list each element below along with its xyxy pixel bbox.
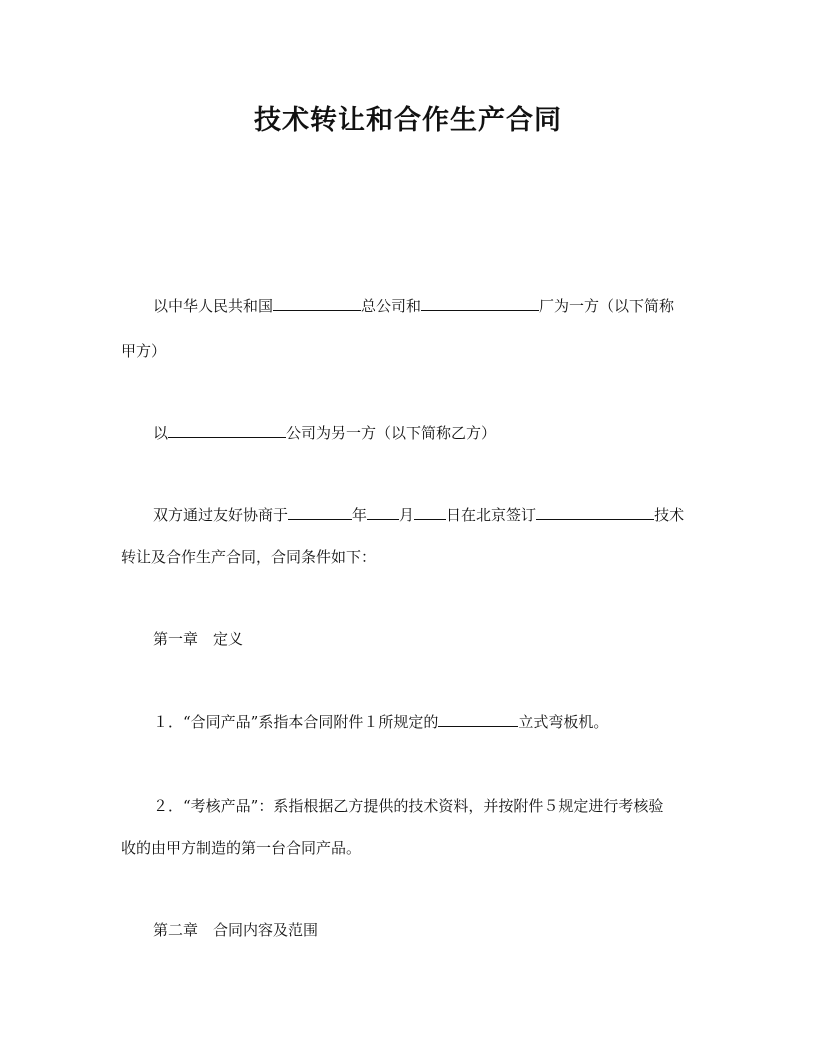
blank-company-name xyxy=(168,422,286,438)
party-a-text-2: 总公司和 xyxy=(361,297,422,315)
party-a-text-3: 厂为一方（以下简称 xyxy=(539,297,675,315)
party-a-text-4: 甲方） xyxy=(121,342,167,360)
definition-1-text-1: １．“合同产品”系指本合同附件１所规定的 xyxy=(153,713,439,731)
definition-item-2-line2 xyxy=(121,827,706,869)
signing-paragraph-line2 xyxy=(121,536,706,578)
definition-2-text-1: ２．“考核产品”：系指根据乙方提供的技术资料，并按附件５规定进行考核验 xyxy=(153,797,664,815)
definition-2-text-2: 收的由甲方制造的第一台合同产品。 xyxy=(121,839,362,857)
definition-1-text-2: 立式弯板机。 xyxy=(518,713,609,731)
signing-text-3: 月 xyxy=(399,506,415,524)
definition-item-1 xyxy=(121,701,738,743)
blank-month xyxy=(367,504,399,520)
signing-text-6: 转让及合作生产合同，合同条件如下： xyxy=(121,548,377,566)
party-a-text-1: 以中华人民共和国 xyxy=(153,297,274,315)
blank-day xyxy=(414,504,446,520)
chapter-1-heading: 第一章 定义 xyxy=(153,630,244,648)
blank-product-name xyxy=(536,504,654,520)
blank-factory-name xyxy=(421,295,539,311)
party-b-text-1: 以 xyxy=(153,424,169,442)
blank-year xyxy=(288,504,352,520)
definition-item-2 xyxy=(121,785,738,827)
signing-text-2: 年 xyxy=(352,506,368,524)
party-a-paragraph-line2 xyxy=(121,330,706,372)
party-b-text-2: 公司为另一方（以下简称乙方） xyxy=(286,424,497,442)
signing-paragraph xyxy=(121,494,738,536)
document-title: 技术转让和合作生产合同 xyxy=(254,105,562,136)
blank-corporation-name xyxy=(273,295,361,311)
blank-model xyxy=(438,711,518,727)
signing-text-5: 技术 xyxy=(654,506,685,524)
party-a-paragraph xyxy=(121,285,738,327)
signing-text-1: 双方通过友好协商于 xyxy=(153,506,289,524)
signing-text-4: 日在北京签订 xyxy=(446,506,537,524)
party-b-paragraph xyxy=(121,412,738,454)
chapter-2-heading: 第二章 合同内容及范围 xyxy=(153,921,319,939)
